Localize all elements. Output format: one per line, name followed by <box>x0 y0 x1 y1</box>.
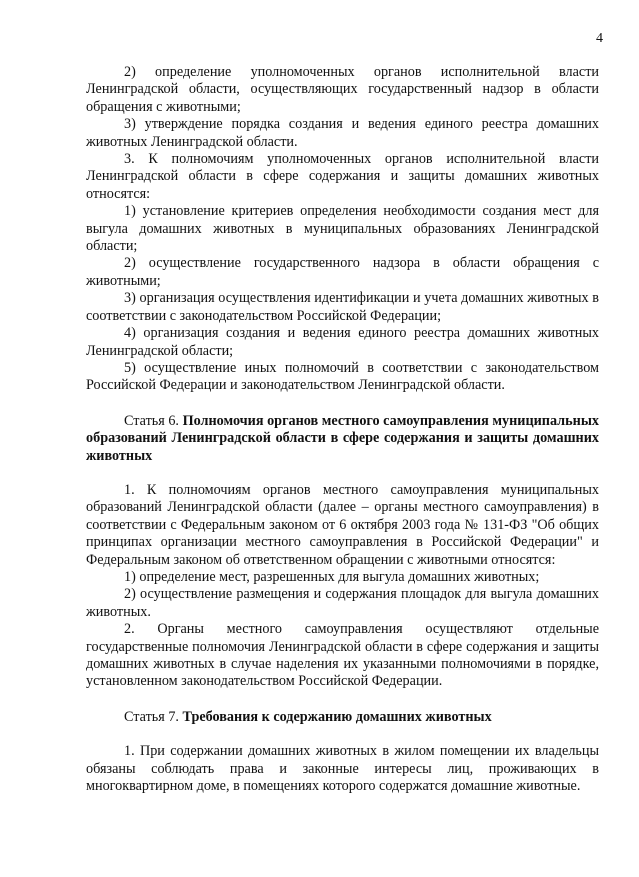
page-number: 4 <box>596 31 603 46</box>
paragraph: 4) организация создания и ведения единого реестра домашних животных Ленинградской области; <box>86 325 599 359</box>
paragraph: 1) определение мест, разрешенных для выгула домашних животных; <box>124 568 540 585</box>
article-heading-7 <box>86 709 599 726</box>
article-title: Требования к содержанию домашних животных <box>182 708 492 725</box>
article-number: Статья 7. <box>124 708 183 725</box>
document-body <box>86 64 599 795</box>
paragraph: 3) утверждение порядка создания и ведения единого реестра домашних животных Ленинградской области. <box>86 116 599 150</box>
paragraph: 1) установление критериев определения необходимости создания мест для выгула домашних животных в муниципальных образованиях Ленинградской области; <box>86 203 599 255</box>
article-number: Статья 6. <box>124 412 183 429</box>
paragraph: 1. К полномочиям органов местного самоуправления муниципальных образований Ленинградской области (далее – органы местного самоуправления) в соответствии с Федеральным законом от 6 октября 2003 года № 131-ФЗ "Об общих принципах организации местного самоуправления в Российской Федерации" и Федеральным законом об ответственном обращении с животными относятся: <box>86 481 599 568</box>
paragraph: 1. При содержании домашних животных в жилом помещении их владельцы обязаны соблюдать права и законные интересы лиц, проживающих в многоквартирном доме, в помещениях которого содержатся домашние животные. <box>86 743 599 795</box>
paragraph: 2. Органы местного самоуправления осуществляют отдельные государственные полномочия Ленинградской области в сфере содержания и защиты домашних животных в случае наделения их указанными полномочиями в порядке, установленном законодательством Российской Федерации. <box>86 621 599 690</box>
article-heading-6 <box>86 413 599 465</box>
paragraph: 2) осуществление государственного надзора в области обращения с животными; <box>86 255 599 289</box>
paragraph: 3) организация осуществления идентификации и учета домашних животных в соответствии с законодательством Российской Федерации; <box>86 290 599 324</box>
paragraph: 2) определение уполномоченных органов исполнительной власти Ленинградской области, осуществляющих государственный надзор в области обращения с животными; <box>86 64 599 115</box>
paragraph: 5) осуществление иных полномочий в соответствии с законодательством Российской Федерации и законодательством Ленинградской области. <box>86 359 599 394</box>
paragraph: 2) осуществление размещения и содержания площадок для выгула домашних животных. <box>86 586 599 620</box>
article-title: Полномочия органов местного самоуправления муниципальных образований Ленинградской области в сфере содержания и защиты домашних животных <box>86 412 599 464</box>
paragraph: 3. К полномочиям уполномоченных органов исполнительной власти Ленинградской области в сфере содержания и защиты домашних животных относятся: <box>86 151 599 202</box>
